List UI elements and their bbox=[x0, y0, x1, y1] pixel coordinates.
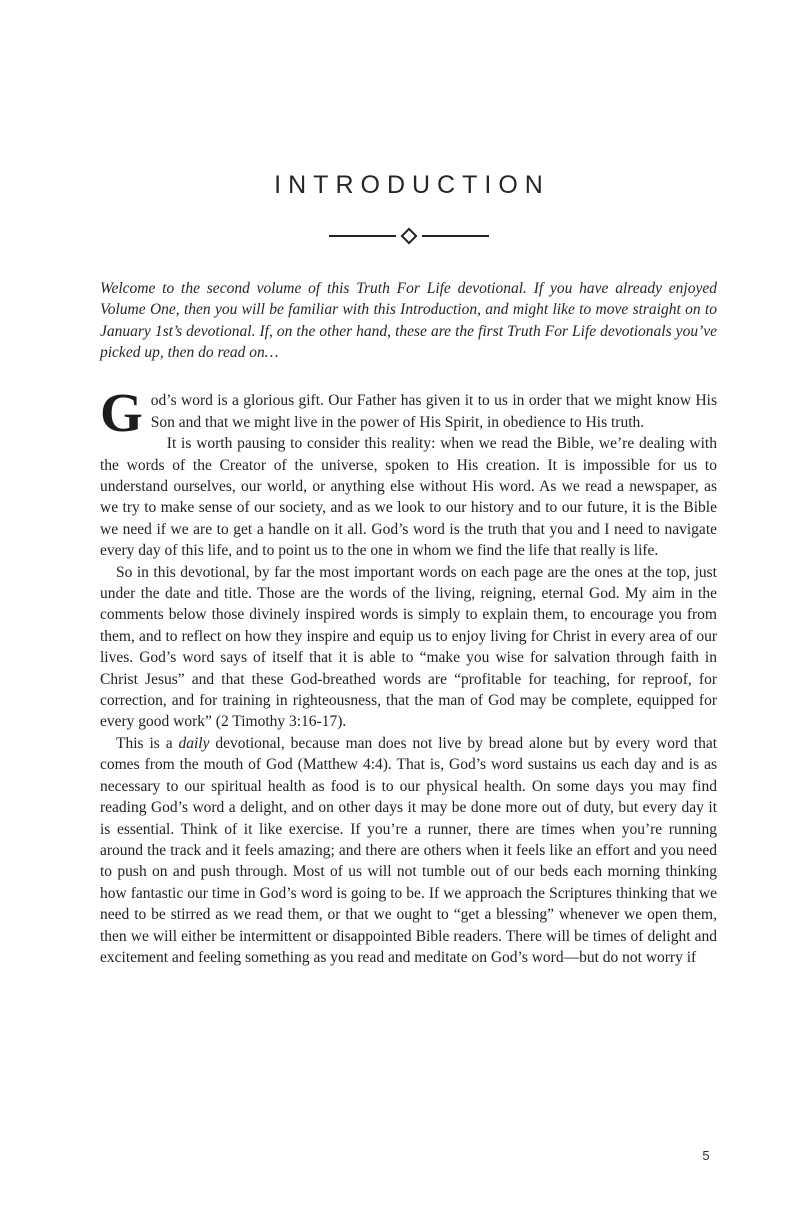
ornamental-divider bbox=[100, 227, 717, 245]
paragraph bbox=[100, 433, 717, 561]
body-run: This is a bbox=[116, 734, 179, 752]
emphasized-text: daily bbox=[178, 734, 210, 752]
body-run: devotional, because man does not live by bread alone but by every word that comes from the mouth of God (Matthew 4:4). That is, God’s word sustains us each day and is as necessary to our spiritual health as food is to our physical health. On some days you may find reading God’s word a delight, and on other days it may be done more out of duty, but every day it is essential. Think of it like exercise. If you’re a runner, there are times when you’re running around the track and it feels amazing; and there are others when it feels like an effort and you need to push on and push through. Most of us will not tumble out of our beds each morning thinking how fantastic our time in God’s word is going to be. If we approach the Scriptures thinking that we need to be stirred as we read them, or that we ought to “get a blessing” whenever we open them, then we will either be intermittent or disappointed Bible readers. There will be times of delight and excitement and feeling something as you read and meditate on God’s word—but do not worry if bbox=[100, 734, 717, 966]
body-run: od’s word is a glorious gift. Our Father has given it to us in order that we might know His Son and that we might live in the power of His Spirit, in obedience to His truth. bbox=[150, 392, 717, 431]
paragraph bbox=[100, 382, 717, 444]
page-number: 5 bbox=[702, 1148, 710, 1163]
divider-rule-right bbox=[422, 235, 489, 237]
editorial-intro-note: Welcome to the second volume of this Truth For Life devotional. If you have already enjoyed Volume One, then you will be familiar with this Introduction, and might like to move straight on to January 1st’s devotional. If, on the other hand, these are the first Truth For Life devotionals you’ve picked up, then do read on… bbox=[100, 279, 717, 361]
drop-cap: G bbox=[100, 382, 143, 444]
text-block bbox=[100, 0, 717, 968]
paragraph bbox=[100, 562, 717, 733]
diamond-ornament-icon bbox=[400, 227, 417, 244]
body-run: It is worth pausing to consider this reality: when we read the Bible, we’re dealing with the words of the Creator of the universe, spoken to His creation. It is impossible for us to understand ourselves, our world, or anything else without His word. As we read a newspaper, as we try to make sense of our society, and as we look to our history and to our future, it is the Bible we need if we are to get a handle on it all. God’s word is the truth that you and I need to navigate every day of this life, and to point us to the one in whom we find the life that really is life. bbox=[100, 435, 717, 560]
body-text bbox=[100, 382, 717, 968]
paragraph bbox=[100, 733, 717, 968]
divider-rule-left bbox=[329, 235, 396, 237]
body-run: So in this devotional, by far the most important words on each page are the ones at the top, just under the date and title. Those are the words of the living, reigning, eternal God. My aim in the comments below those divinely inspired words is simply to explain them, to encourage you from them, and to reflect on how they inspire and equip us to enjoy living for Christ in every area of our lives. God’s word says of itself that it is able to “make you wise for salvation through faith in Christ Jesus” and that these God-breathed words are “profitable for teaching, for reproof, for correction, and for training in righteousness, that the man of God may be complete, equipped for every good work” (2 Timothy 3:16-17). bbox=[100, 563, 717, 731]
chapter-title: INTRODUCTION bbox=[274, 170, 550, 199]
